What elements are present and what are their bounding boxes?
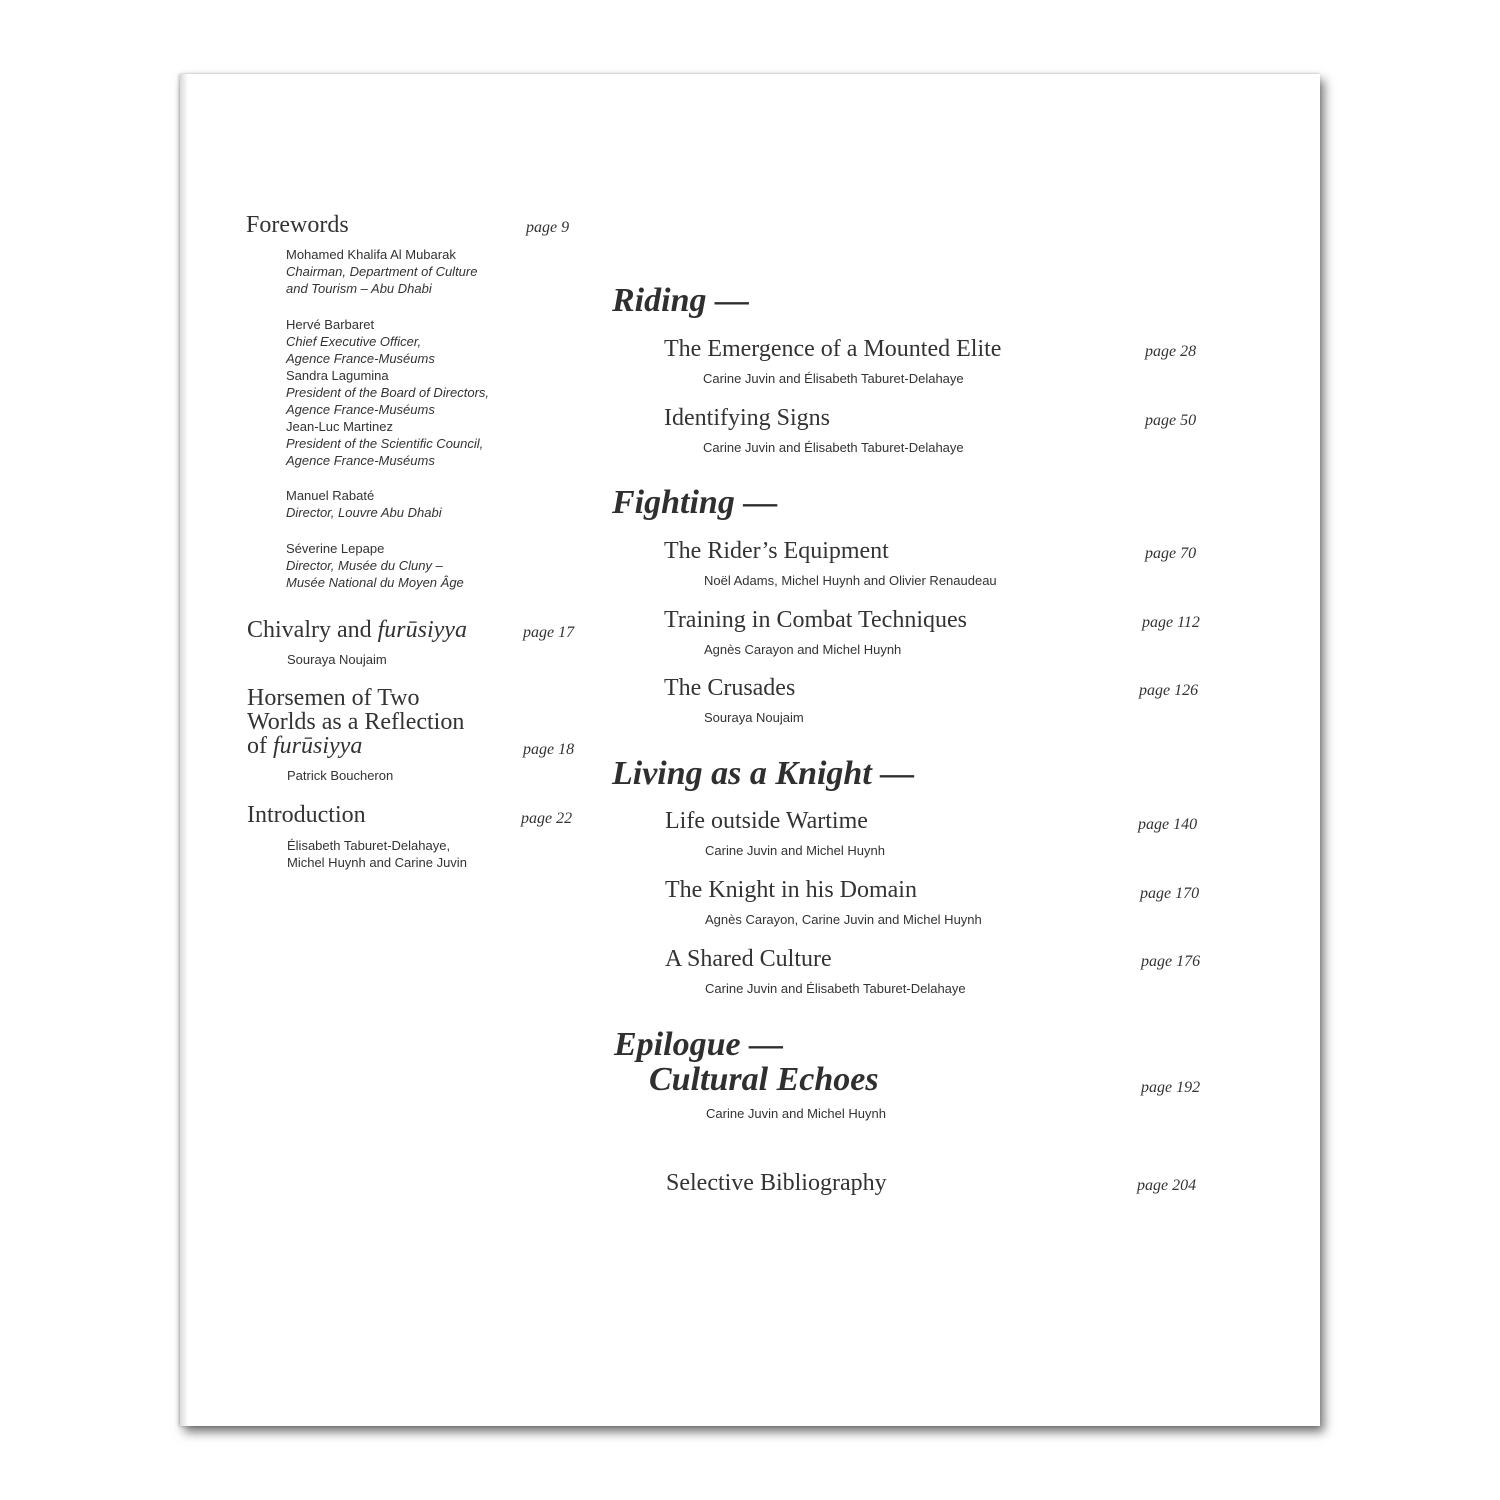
chapter-authors: Agnès Carayon and Michel Huynh xyxy=(704,642,902,657)
horsemen-title: Horsemen of Two Worlds as a Reflection of furūsiyya xyxy=(247,685,465,759)
chapter-title: Life outside Wartime xyxy=(665,808,868,834)
forewords-page: page 9 xyxy=(526,219,570,236)
person-role: and Tourism – Abu Dhabi xyxy=(286,281,432,296)
chapter-page: page 28 xyxy=(1145,343,1197,360)
person-name: Jean-Luc Martinez xyxy=(286,419,393,434)
chapter-title: The Crusades xyxy=(664,675,796,701)
person-role: Agence France-Muséums xyxy=(286,402,435,417)
chivalry-page: page 17 xyxy=(523,624,575,641)
forewords-title: Forewords xyxy=(246,212,349,238)
person-name: Séverine Lepape xyxy=(286,541,385,556)
person-name: Sandra Lagumina xyxy=(286,368,389,383)
chapter-authors: Carine Juvin and Élisabeth Taburet-Delahaye xyxy=(705,981,966,996)
person-role: President of the Board of Directors, xyxy=(286,385,490,400)
section-living-title: Living as a Knight — xyxy=(612,755,915,792)
person-name: Hervé Barbaret xyxy=(286,317,375,332)
chapter-authors: Noël Adams, Michel Huynh and Olivier Renaudeau xyxy=(704,573,997,588)
horsemen-author: Patrick Boucheron xyxy=(287,768,394,783)
chapter-page: page 140 xyxy=(1138,816,1198,833)
chapter-page: page 70 xyxy=(1145,545,1197,562)
person-role: Agence France-Muséums xyxy=(286,453,435,468)
person-role: Director, Musée du Cluny – xyxy=(286,558,443,573)
book-page xyxy=(180,74,1320,1426)
chapter-page: page 126 xyxy=(1139,682,1199,699)
introduction-page: page 22 xyxy=(521,810,573,827)
person-role: Chief Executive Officer, xyxy=(286,334,422,349)
chapter-page: page 112 xyxy=(1142,614,1200,631)
chapter-authors: Carine Juvin and Michel Huynh xyxy=(705,843,885,858)
person-role: Chairman, Department of Culture xyxy=(286,264,478,279)
chapter-title: The Rider’s Equipment xyxy=(664,538,889,564)
section-epilogue-title-line1: Epilogue — xyxy=(614,1026,784,1063)
chapter-authors: Carine Juvin and Élisabeth Taburet-Delahaye xyxy=(703,440,964,455)
section-fighting-title: Fighting — xyxy=(612,484,778,521)
forewords-person-1 xyxy=(286,246,477,297)
chapter-title: The Knight in his Domain xyxy=(665,877,917,903)
epilogue-page: page 192 xyxy=(1141,1079,1201,1096)
chapter-authors: Carine Juvin and Élisabeth Taburet-Delahaye xyxy=(703,371,964,386)
chivalry-title: Chivalry and furūsiyya xyxy=(247,617,467,643)
person-name: Mohamed Khalifa Al Mubarak xyxy=(286,247,456,262)
chapter-title: Training in Combat Techniques xyxy=(664,607,967,633)
introduction-authors: Élisabeth Taburet-Delahaye, Michel Huynh and Carine Juvin xyxy=(287,838,467,870)
section-riding-title: Riding — xyxy=(612,282,749,319)
chapter-authors: Agnès Carayon, Carine Juvin and Michel Huynh xyxy=(705,912,982,927)
chapter-title: A Shared Culture xyxy=(665,946,832,972)
person-role: President of the Scientific Council, xyxy=(286,436,484,451)
chapter-page: page 50 xyxy=(1145,412,1197,429)
person-name: Manuel Rabaté xyxy=(286,488,375,503)
chapter-page: page 170 xyxy=(1140,885,1200,902)
forewords-person-6 xyxy=(286,540,464,591)
chapter-title: The Emergence of a Mounted Elite xyxy=(664,336,1002,362)
chapter-title: Identifying Signs xyxy=(664,405,830,431)
person-role: Musée National du Moyen Âge xyxy=(286,575,464,590)
horsemen-page: page 18 xyxy=(523,741,575,758)
chapter-page: page 176 xyxy=(1141,953,1201,970)
chivalry-author: Souraya Noujaim xyxy=(287,652,387,667)
person-role: Agence France-Muséums xyxy=(286,351,435,366)
section-epilogue-title-line2: Cultural Echoes xyxy=(649,1061,879,1098)
bibliography-title: Selective Bibliography xyxy=(666,1170,887,1196)
forewords-person-2 xyxy=(286,316,489,469)
chapter-authors: Souraya Noujaim xyxy=(704,710,804,725)
person-role: Director, Louvre Abu Dhabi xyxy=(286,505,442,520)
bibliography-page: page 204 xyxy=(1137,1177,1197,1194)
introduction-title: Introduction xyxy=(247,802,366,828)
epilogue-authors: Carine Juvin and Michel Huynh xyxy=(706,1106,886,1121)
forewords-person-5 xyxy=(286,487,442,521)
